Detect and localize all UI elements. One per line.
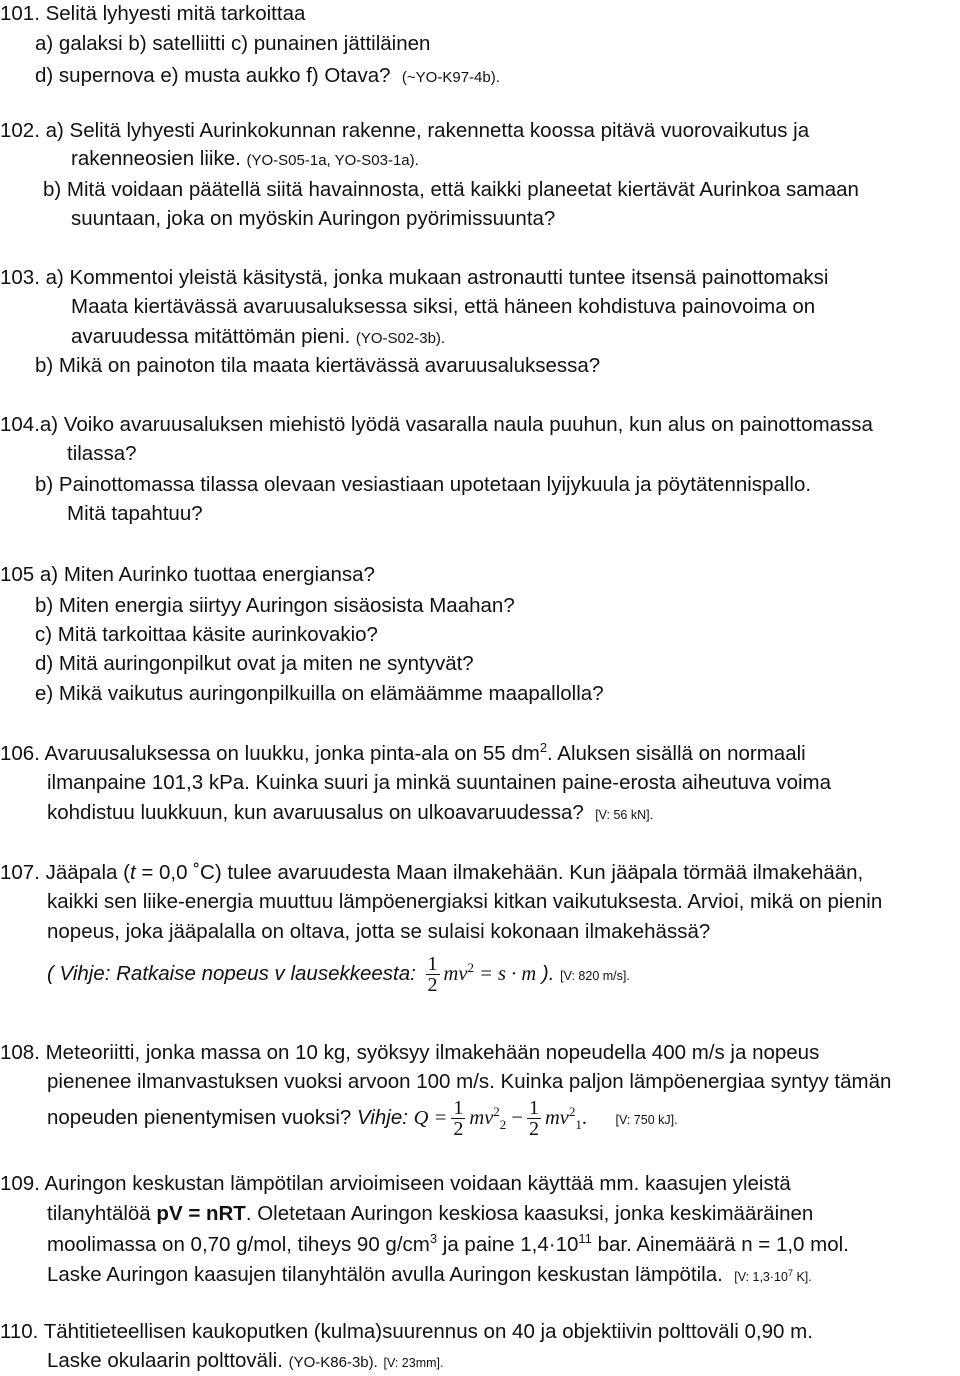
q105-line-1	[0, 562, 375, 588]
q105-line-5	[35, 681, 604, 707]
q106-line-3	[47, 800, 653, 828]
q107-fraction	[426, 954, 440, 995]
q107-equation: mv	[443, 963, 468, 985]
q108-text: pienenee ilmanvastuksen vuoksi arvoon 100 m/s. Kuinka paljon lämpöenergiaa syntyy tämän	[47, 1070, 892, 1093]
fraction-denominator: 2	[453, 1118, 464, 1141]
q102-text: 102. a) Selitä lyhyesti Aurinkokunnan rakenne, rakennetta koossa pitävä vuorovaikutus ja	[0, 119, 810, 142]
q109-text: bar. Ainemäärä n = 1,0 mol.	[591, 1233, 849, 1256]
q109-text: Laske Auringon kaasujen tilanyhtälön avulla Auringon keskustan lämpötila.	[47, 1263, 723, 1286]
q101-line-3	[35, 63, 500, 91]
q109-superscript: 11	[578, 1231, 592, 1246]
q102-reference: (YO-S05-1a, YO-S03-1a).	[246, 152, 419, 169]
q107-text: 107. Jääpala (	[0, 861, 130, 884]
q103-line-3	[71, 324, 445, 352]
q105-text: 105 a) Miten Aurinko tuottaa energiansa?	[0, 563, 375, 586]
q109-text: tilanyhtälöä	[47, 1202, 157, 1225]
q108-equation-superscript: 2	[568, 1104, 576, 1119]
q104-text: tilassa?	[67, 442, 137, 465]
q107-text: nopeus, joka jääpalalla on oltava, jotta se sulaisi kokonaan ilmakehässä?	[47, 920, 711, 943]
q104-text: Mitä tapahtuu?	[67, 502, 203, 525]
q109-text: ja paine 1,4·10	[437, 1233, 579, 1256]
q102-text: suuntaan, joka on myöskin Auringon pyörimissuunta?	[71, 207, 556, 230]
q103-line-1	[0, 265, 828, 291]
q104-text: b) Painottomassa tilassa olevaan vesiastiaan upotetaan lyijykuula ja pöytätennispallo.	[35, 473, 812, 496]
q101-text: a) galaksi b) satelliitti c) punainen jättiläinen	[35, 32, 431, 55]
q104-line-4	[67, 501, 203, 527]
q108-line-1	[0, 1040, 819, 1066]
q109-line-4	[47, 1262, 812, 1290]
q108-equation-superscript: 2	[493, 1104, 500, 1119]
fraction-numerator: 1	[427, 953, 438, 976]
q109-formula: pV = nRT	[156, 1202, 246, 1225]
q105-line-3	[35, 622, 378, 648]
q109-answer-superscript: 7	[787, 1268, 793, 1278]
q101-line-2	[35, 31, 430, 57]
fraction-numerator: 1	[528, 1097, 539, 1120]
q108-line-2	[47, 1069, 891, 1095]
q109-text: moolimassa on 0,70 g/mol, tiheys 90 g/cm	[47, 1233, 430, 1256]
q107-text: kaikki sen liike-energia muuttuu lämpöenergiaksi kitkan vaikutuksesta. Arvioi, mikä on pienin	[47, 890, 883, 913]
q106-text: . Aluksen sisällä on normaali	[547, 742, 806, 765]
q110-answer: [V: 23mm].	[383, 1356, 444, 1370]
q108-line-3	[47, 1096, 678, 1142]
q108-answer: [V: 750 kJ].	[615, 1113, 678, 1127]
q109-answer	[734, 1270, 812, 1284]
q107-answer: [V: 820 m/s].	[560, 969, 630, 983]
q101-text: 101. Selitä lyhyesti mitä tarkoittaa	[0, 2, 306, 25]
fraction-denominator: 2	[427, 974, 438, 997]
q108-equation-subscript: 1	[575, 1117, 582, 1133]
q103-line-2	[71, 294, 815, 320]
q102-line-1	[0, 118, 809, 144]
q106-answer: [V: 56 kN].	[595, 808, 654, 822]
q106-line-1	[0, 741, 806, 767]
q109-line-1	[0, 1171, 791, 1197]
q107-hint-line	[47, 952, 630, 998]
q109-superscript: 3	[429, 1231, 438, 1246]
q106-text: kohdistuu luukkuun, kun avaruusalus on ulkoavaruudessa?	[47, 801, 584, 824]
q109-text: . Oletetaan Auringon keskiosa kaasuksi, jonka keskimääräinen	[245, 1202, 814, 1225]
q108-hint: Vihje:	[357, 1106, 408, 1129]
q104-line-1	[0, 412, 873, 438]
q108-equation: Q =	[413, 1107, 448, 1129]
q103-text: Maata kiertävässä avaruusaluksessa siksi, että häneen kohdistuva painovoima on	[71, 295, 816, 318]
q109-text: 109. Auringon keskustan lämpötilan arvioimiseen voidaan käyttää mm. kaasujen yleistä	[0, 1172, 791, 1195]
q106-superscript: 2	[539, 740, 548, 755]
q108-equation: mv	[544, 1107, 569, 1129]
q103-text: 103. a) Kommentoi yleistä käsitystä, jonka mukaan astronautti tuntee itsensä painottomaksi	[0, 266, 829, 289]
q109-answer-text: K].	[792, 1270, 812, 1284]
q103-reference: (YO-S02-3b).	[355, 330, 446, 347]
q109-line-3	[47, 1232, 849, 1258]
q108-equation-subscript: 2	[499, 1117, 507, 1133]
q102-text: b) Mitä voidaan päätellä siitä havainnosta, että kaikki planeetat kiertävät Aurinkoa samaan	[43, 178, 859, 201]
q108-equation: −	[506, 1107, 523, 1129]
q108-text: 108. Meteoriitti, jonka massa on 10 kg, syöksyy ilmakehään nopeudella 400 m/s ja nopeus	[0, 1041, 820, 1064]
q110-reference: (YO-K86-3b).	[288, 1354, 378, 1371]
q102-text: rakenneosien liike.	[71, 147, 241, 170]
q107-equation-superscript: 2	[467, 960, 474, 975]
q110-text: Laske okulaarin polttoväli.	[47, 1349, 283, 1372]
q107-line-1	[0, 860, 863, 886]
q108-fraction-1	[451, 1098, 465, 1139]
q108-equation: mv	[469, 1107, 494, 1129]
q107-equation: = s · m	[473, 963, 537, 985]
q109-answer-text: [V: 1,3·10	[734, 1270, 788, 1284]
q101-reference: (~YO-K97-4b).	[401, 69, 500, 86]
q104-line-3	[35, 472, 811, 498]
q110-text: 110. Tähtitieteellisen kaukoputken (kulma)suurennus on 40 ja objektiivin polttoväli 0,90 m.	[0, 1320, 813, 1343]
q101-text: d) supernova e) musta aukko f) Otava?	[35, 64, 391, 87]
q105-text: e) Mikä vaikutus auringonpilkuilla on elämäämme maapallolla?	[35, 682, 604, 705]
q106-line-2	[47, 770, 831, 796]
q103-text: avaruudessa mitättömän pieni.	[71, 325, 351, 348]
q108-equation: .	[581, 1107, 588, 1129]
q103-text: b) Mikä on painoton tila maata kiertävässä avaruusaluksessa?	[35, 354, 601, 377]
q105-text: b) Miten energia siirtyy Auringon sisäosista Maahan?	[35, 594, 515, 617]
q110-line-1	[0, 1319, 813, 1345]
q104-line-2	[67, 441, 137, 467]
q102-line-2	[71, 146, 419, 174]
q106-text: 106. Avaruusaluksessa on luukku, jonka pinta-ala on 55 dm	[0, 742, 540, 765]
q105-text: d) Mitä auringonpilkut ovat ja miten ne syntyvät?	[35, 652, 474, 675]
q102-line-4	[71, 206, 555, 232]
q105-line-4	[35, 651, 474, 677]
q105-text: c) Mitä tarkoittaa käsite aurinkovakio?	[35, 623, 378, 646]
q107-variable: t	[129, 861, 136, 884]
q107-line-3	[47, 919, 710, 945]
q102-line-3	[43, 177, 859, 203]
q107-hint: ( Vihje: Ratkaise nopeus v lausekkeesta:	[47, 962, 416, 985]
q107-hint-end: ).	[536, 962, 555, 985]
fraction-denominator: 2	[528, 1118, 539, 1141]
q101-line-1	[0, 1, 305, 27]
q109-line-2	[47, 1201, 813, 1227]
q108-text: nopeuden pienentymisen vuoksi?	[47, 1106, 352, 1129]
q110-line-2	[47, 1348, 443, 1376]
q107-line-2	[47, 889, 882, 915]
q105-line-2	[35, 593, 515, 619]
q104-text: 104.a) Voiko avaruusaluksen miehistö lyödä vasaralla naula puuhun, kun alus on painottomassa	[0, 413, 873, 436]
fraction-numerator: 1	[453, 1097, 464, 1120]
q106-text: ilmanpaine 101,3 kPa. Kuinka suuri ja minkä suuntainen paine-erosta aiheutuva voima	[47, 771, 832, 794]
q103-line-4	[35, 353, 600, 379]
q107-text: = 0,0 ˚C) tulee avaruudesta Maan ilmakehään. Kun jääpala törmää ilmakehään,	[135, 861, 864, 884]
q108-fraction-2	[527, 1098, 541, 1139]
